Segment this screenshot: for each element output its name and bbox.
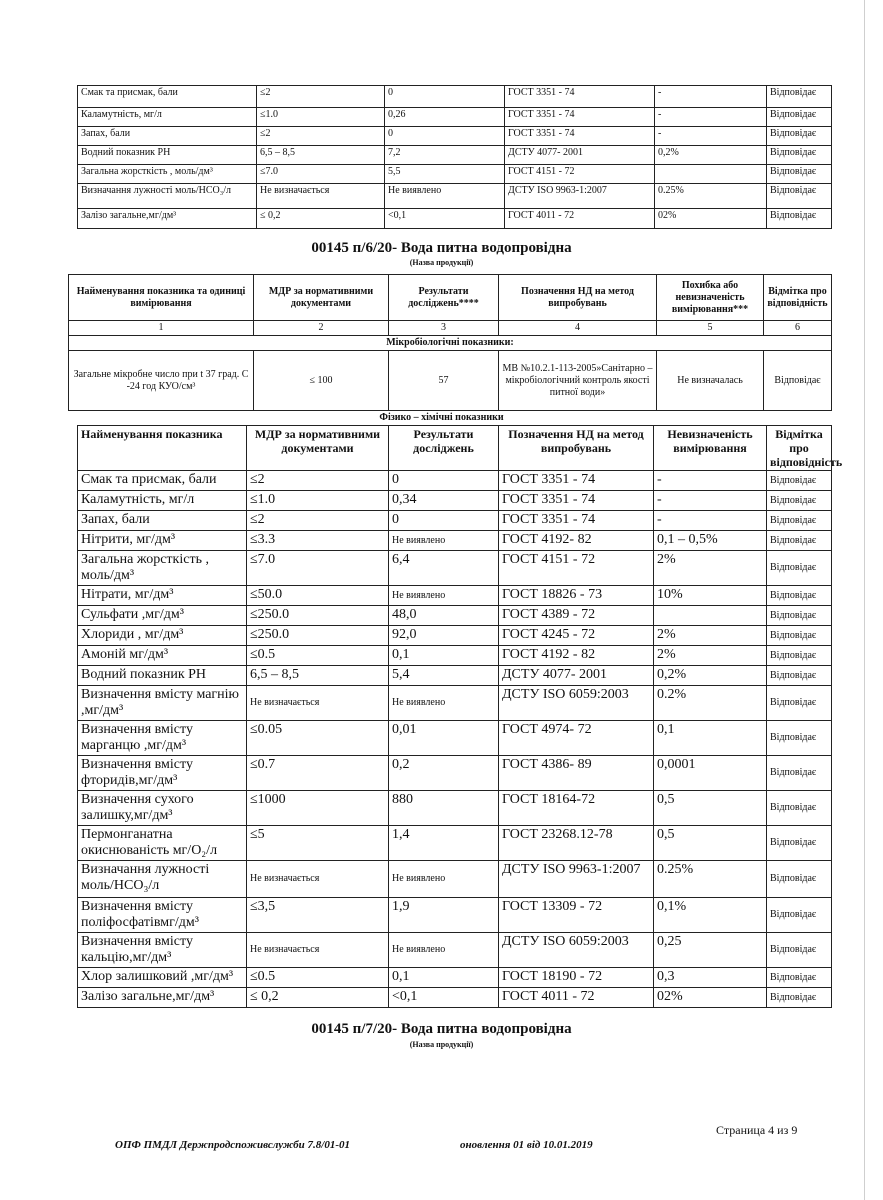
table-cell: ГОСТ 4192- 82 <box>499 531 654 551</box>
page-edge <box>864 0 865 1200</box>
table-cell: Залізо загальне,мг/дм³ <box>78 209 257 229</box>
table-row <box>78 146 832 165</box>
col-header-name: Найменування показника та одиниці вимірювання <box>69 275 254 321</box>
table-row <box>78 511 832 531</box>
main-col-mdr: МДР за нормативними документами <box>247 426 389 471</box>
top-results-table <box>77 85 832 229</box>
table-cell: ДСТУ ISO 6059:2003 <box>499 933 654 968</box>
col-number: 3 <box>389 321 499 336</box>
table-cell: ГОСТ 4011 - 72 <box>505 209 655 229</box>
table-cell: ≤7.0 <box>247 551 389 586</box>
table-cell: ГОСТ 18190 - 72 <box>499 968 654 988</box>
table-cell: Визначення вмісту магнію ,мг/дм³ <box>78 686 247 721</box>
table-row <box>78 626 832 646</box>
micro-section-label: Мікробіологічні показники: <box>69 336 832 351</box>
table-cell: ДСТУ 4077- 2001 <box>499 666 654 686</box>
table-cell: Смак та присмак, бали <box>78 86 257 108</box>
table-cell: ≤2 <box>247 471 389 491</box>
table-row <box>78 165 832 184</box>
section-title-1: 00145 п/6/20- Вода питна водопровідна <box>311 240 572 256</box>
table-cell: Запах, бали <box>78 127 257 146</box>
footer-right: оновлення 01 від 10.01.2019 <box>460 1139 593 1151</box>
table-row <box>78 898 832 933</box>
table-row <box>78 86 832 108</box>
table-cell: ≤2 <box>247 511 389 531</box>
table-cell: 92,0 <box>389 626 499 646</box>
table-cell: ГОСТ 18164-72 <box>499 791 654 826</box>
table-cell: Визначання лужності моль/НСО₃/л <box>78 184 257 209</box>
micro-conformity: Відповідає <box>764 351 832 411</box>
table-cell: 0.2% <box>654 686 767 721</box>
table-cell: Відповідає <box>767 626 832 646</box>
table-cell: 0 <box>389 511 499 531</box>
table-row <box>78 968 832 988</box>
table-cell: <0,1 <box>385 209 505 229</box>
table-cell: 0,1 – 0,5% <box>654 531 767 551</box>
table-cell: Відповідає <box>767 861 832 898</box>
header-table <box>68 274 832 411</box>
table-cell: Відповідає <box>767 165 832 184</box>
table-cell: - <box>655 127 767 146</box>
main-col-uncertainty: Невизначеність вимірювання <box>654 426 767 471</box>
table-cell: 1,9 <box>389 898 499 933</box>
table-cell: ≤1.0 <box>247 491 389 511</box>
table-row <box>78 127 832 146</box>
table-cell: Нітрити, мг/дм³ <box>78 531 247 551</box>
table-cell: Загальна жорсткість , моль/дм³ <box>78 165 257 184</box>
table-cell: Визначення сухого залишку,мг/дм³ <box>78 791 247 826</box>
table-cell: 0.25% <box>654 861 767 898</box>
table-cell: Нітрати, мг/дм³ <box>78 586 247 606</box>
table-cell: Визначення вмісту фторидів,мг/дм³ <box>78 756 247 791</box>
table-cell: 0,25 <box>654 933 767 968</box>
table-cell: 0 <box>385 127 505 146</box>
table-cell: 0,2% <box>654 666 767 686</box>
table-cell: 02% <box>654 988 767 1008</box>
page-number: Страница 4 из 9 <box>716 1123 798 1137</box>
main-col-method: Позначення НД на метод випробувань <box>499 426 654 471</box>
table-cell: ≤1000 <box>247 791 389 826</box>
table-cell: ДСТУ ISO 9963-1:2007 <box>499 861 654 898</box>
col-header-method: Позначення НД на метод випробувань <box>499 275 657 321</box>
table-cell: Не визначається <box>247 933 389 968</box>
table-row <box>78 551 832 586</box>
table-cell: 0,01 <box>389 721 499 756</box>
table-cell: Смак та присмак, бали <box>78 471 247 491</box>
table-cell: ≤0.5 <box>247 968 389 988</box>
table-cell: ≤0.7 <box>247 756 389 791</box>
col-number: 6 <box>764 321 832 336</box>
table-cell: Відповідає <box>767 491 832 511</box>
table-cell: ≤250.0 <box>247 606 389 626</box>
table-cell: 2% <box>654 626 767 646</box>
table-cell: 0,0001 <box>654 756 767 791</box>
table-row <box>78 826 832 861</box>
main-col-results: Результати досліджень <box>389 426 499 471</box>
table-row <box>78 791 832 826</box>
table-cell: Не виявлено <box>389 861 499 898</box>
table-cell: Відповідає <box>767 646 832 666</box>
table-row <box>78 491 832 511</box>
table-cell: Не визначається <box>247 686 389 721</box>
table-cell: 0,34 <box>389 491 499 511</box>
table-cell: ГОСТ 3351 - 74 <box>499 471 654 491</box>
table-cell: - <box>654 471 767 491</box>
main-results-table <box>77 425 843 1008</box>
table-cell: Не виявлено <box>389 531 499 551</box>
table-cell: 6,5 – 8,5 <box>257 146 385 165</box>
phys-section-label: Фізико – хімічні показники <box>379 412 504 423</box>
table-cell: Відповідає <box>767 586 832 606</box>
table-cell: Відповідає <box>767 968 832 988</box>
table-row <box>78 756 832 791</box>
table-cell: ≤3,5 <box>247 898 389 933</box>
col-number: 5 <box>657 321 764 336</box>
table-cell: <0,1 <box>389 988 499 1008</box>
table-cell: Хлориди , мг/дм³ <box>78 626 247 646</box>
table-cell: 0,5 <box>654 826 767 861</box>
table-cell: ≤0.5 <box>247 646 389 666</box>
table-cell: ГОСТ 4011 - 72 <box>499 988 654 1008</box>
table-cell: Визначення вмісту марганцю ,мг/дм³ <box>78 721 247 756</box>
table-cell: Відповідає <box>767 551 832 586</box>
table-row <box>78 108 832 127</box>
table-cell: Відповідає <box>767 127 832 146</box>
table-cell: ГОСТ 4151 - 72 <box>505 165 655 184</box>
table-row <box>78 531 832 551</box>
table-cell: Відповідає <box>767 791 832 826</box>
table-cell: Відповідає <box>767 988 832 1008</box>
table-cell: Сульфати ,мг/дм³ <box>78 606 247 626</box>
table-cell: ГОСТ 18826 - 73 <box>499 586 654 606</box>
table-row <box>78 471 832 491</box>
col-number: 2 <box>254 321 389 336</box>
table-cell: 6,5 – 8,5 <box>247 666 389 686</box>
col-number: 1 <box>69 321 254 336</box>
table-cell <box>654 606 767 626</box>
table-cell <box>655 165 767 184</box>
table-cell: Відповідає <box>767 531 832 551</box>
table-cell: ≤250.0 <box>247 626 389 646</box>
table-row <box>78 586 832 606</box>
table-cell: ≤7.0 <box>257 165 385 184</box>
table-cell: Відповідає <box>767 933 832 968</box>
table-cell: 5,4 <box>389 666 499 686</box>
table-cell: Запах, бали <box>78 511 247 531</box>
micro-result: 57 <box>389 351 499 411</box>
footer-left: ОПФ ПМДЛ Держпродспоживслужби 7.8/01-01 <box>115 1139 351 1151</box>
table-cell: Каламутність, мг/л <box>78 108 257 127</box>
col-header-results: Результати досліджень**** <box>389 275 499 321</box>
table-cell: 5,5 <box>385 165 505 184</box>
table-cell: Не виявлено <box>389 933 499 968</box>
micro-mdr: ≤ 100 <box>254 351 389 411</box>
main-col-name: Найменування показника <box>78 426 247 471</box>
table-cell: ГОСТ 4151 - 72 <box>499 551 654 586</box>
table-cell: Визначення вмісту поліфосфатівмг/дм³ <box>78 898 247 933</box>
table-cell: Не виявлено <box>389 686 499 721</box>
table-cell: - <box>654 491 767 511</box>
table-cell: Амоній мг/дм³ <box>78 646 247 666</box>
table-cell: 0 <box>389 471 499 491</box>
micro-name: Загальне мікробне число при t 37 град. С -24 год КУО/см³ <box>69 351 254 411</box>
table-cell: Не виявлено <box>389 586 499 606</box>
table-cell: ≤ 0,2 <box>247 988 389 1008</box>
table-cell: 0,1 <box>389 646 499 666</box>
table-cell: 2% <box>654 646 767 666</box>
table-cell: 48,0 <box>389 606 499 626</box>
table-cell: ≤5 <box>247 826 389 861</box>
table-cell: Не визначається <box>247 861 389 898</box>
table-row <box>78 666 832 686</box>
table-cell: 7,2 <box>385 146 505 165</box>
table-cell: Визначання лужності моль/НСО₃/л <box>78 861 247 898</box>
table-row <box>78 209 832 229</box>
table-cell: 0,5 <box>654 791 767 826</box>
table-cell: Відповідає <box>767 146 832 165</box>
table-cell: 0,1 <box>389 968 499 988</box>
table-cell: ≤50.0 <box>247 586 389 606</box>
table-cell: ГОСТ 3351 - 74 <box>505 86 655 108</box>
col-header-uncertainty: Похибка або невизначеність вимірювання*** <box>657 275 764 321</box>
table-row <box>78 686 832 721</box>
table-cell: 10% <box>654 586 767 606</box>
col-number: 4 <box>499 321 657 336</box>
table-row <box>78 721 832 756</box>
table-cell: ГОСТ 4192 - 82 <box>499 646 654 666</box>
table-cell: Каламутність, мг/л <box>78 491 247 511</box>
table-row <box>78 184 832 209</box>
table-cell: Відповідає <box>767 108 832 127</box>
main-col-conformity: Відмітка про відповідність <box>767 426 832 471</box>
table-cell: ≤2 <box>257 86 385 108</box>
table-cell: ≤2 <box>257 127 385 146</box>
table-cell: - <box>655 108 767 127</box>
table-cell: ГОСТ 3351 - 74 <box>499 511 654 531</box>
micro-uncertainty: Не визначалась <box>657 351 764 411</box>
table-cell: Не визначається <box>257 184 385 209</box>
table-cell: Не виявлено <box>385 184 505 209</box>
table-cell: Залізо загальне,мг/дм³ <box>78 988 247 1008</box>
table-cell: Відповідає <box>767 511 832 531</box>
table-cell: Відповідає <box>767 721 832 756</box>
table-cell: Хлор залишковий ,мг/дм³ <box>78 968 247 988</box>
table-cell: Відповідає <box>767 471 832 491</box>
table-cell: ≤ 0,2 <box>257 209 385 229</box>
table-cell: 0,26 <box>385 108 505 127</box>
table-cell: ГОСТ 3351 - 74 <box>505 127 655 146</box>
table-cell: ДСТУ 4077- 2001 <box>505 146 655 165</box>
table-cell: Відповідає <box>767 606 832 626</box>
table-cell: ГОСТ 23268.12-78 <box>499 826 654 861</box>
table-cell: ГОСТ 4245 - 72 <box>499 626 654 646</box>
table-cell: 0,3 <box>654 968 767 988</box>
table-cell: Відповідає <box>767 686 832 721</box>
table-row <box>78 988 832 1008</box>
table-cell: ≤1.0 <box>257 108 385 127</box>
table-cell: Відповідає <box>767 826 832 861</box>
table-cell: ГОСТ 3351 - 74 <box>499 491 654 511</box>
table-cell: Відповідає <box>767 756 832 791</box>
section-subtitle-1: (Назва продукції) <box>409 258 474 267</box>
col-header-conformity: Відмітка про відповідність <box>764 275 832 321</box>
table-cell: ДСТУ ISO 9963-1:2007 <box>505 184 655 209</box>
table-cell: 0,1 <box>654 721 767 756</box>
table-cell: ≤3.3 <box>247 531 389 551</box>
table-cell: Пермонганатна окиснюваність мг/О₂/л <box>78 826 247 861</box>
table-cell: Відповідає <box>767 898 832 933</box>
table-cell: ГОСТ 3351 - 74 <box>505 108 655 127</box>
table-cell: Загальна жорсткість , моль/дм³ <box>78 551 247 586</box>
table-cell: ГОСТ 4974- 72 <box>499 721 654 756</box>
table-row <box>78 606 832 626</box>
col-header-mdr: МДР за нормативними документами <box>254 275 389 321</box>
table-cell: ГОСТ 4389 - 72 <box>499 606 654 626</box>
table-cell: 0.25% <box>655 184 767 209</box>
table-cell: 02% <box>655 209 767 229</box>
table-cell: 880 <box>389 791 499 826</box>
micro-method: МВ №10.2.1-113-2005»Санітарно – мікробіологічний контроль якості питної води» <box>499 351 657 411</box>
table-cell: ДСТУ ISO 6059:2003 <box>499 686 654 721</box>
table-cell: Відповідає <box>767 86 832 108</box>
table-cell: Водний показник РН <box>78 666 247 686</box>
table-cell: Визначення вмісту кальцію,мг/дм³ <box>78 933 247 968</box>
table-cell: 0,1% <box>654 898 767 933</box>
table-cell: Водний показник РН <box>78 146 257 165</box>
table-cell: ≤0.05 <box>247 721 389 756</box>
table-row <box>78 861 832 898</box>
section-subtitle-2: (Назва продукції) <box>409 1040 474 1049</box>
table-cell: ГОСТ 4386- 89 <box>499 756 654 791</box>
table-cell: Відповідає <box>767 666 832 686</box>
table-cell: ГОСТ 13309 - 72 <box>499 898 654 933</box>
table-cell: - <box>654 511 767 531</box>
table-row <box>78 646 832 666</box>
table-row <box>78 933 832 968</box>
table-cell: Відповідає <box>767 184 832 209</box>
table-cell: - <box>655 86 767 108</box>
table-cell: 1,4 <box>389 826 499 861</box>
table-cell: 0,2 <box>389 756 499 791</box>
table-cell: 0,2% <box>655 146 767 165</box>
section-title-2: 00145 п/7/20- Вода питна водопровідна <box>311 1021 572 1037</box>
table-cell: 0 <box>385 86 505 108</box>
table-cell: 6,4 <box>389 551 499 586</box>
table-cell: 2% <box>654 551 767 586</box>
table-cell: Відповідає <box>767 209 832 229</box>
